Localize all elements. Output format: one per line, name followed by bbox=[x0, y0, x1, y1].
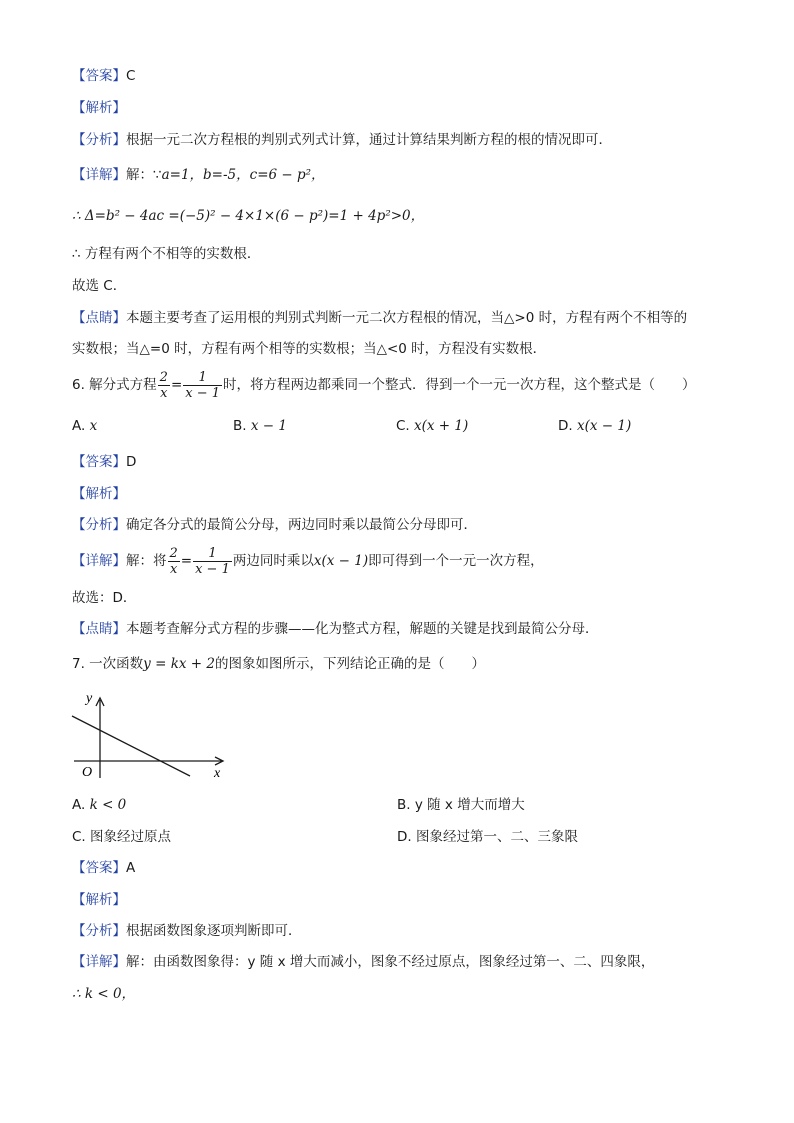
q6-stem bbox=[72, 368, 696, 402]
q6-option-d[interactable]: D. x(x − 1) bbox=[558, 418, 632, 434]
q5-answer-line bbox=[72, 66, 135, 86]
jiexi-tag: 【解析】 bbox=[72, 100, 126, 116]
conclusion-text: ∴ k < 0， bbox=[72, 986, 136, 1002]
q6-stem-prefix: 6. 解分式方程 bbox=[72, 377, 157, 393]
q6-fenxi-line bbox=[72, 515, 477, 535]
q7-stem-suffix: 的图象如图所示，下列结论正确的是（ ） bbox=[214, 656, 485, 672]
fraction-2-over-x: $\frac{2}{x}$ bbox=[169, 545, 178, 577]
xiangjie-tag: 【详解】 bbox=[72, 167, 126, 183]
fenxi-tag: 【分析】 bbox=[72, 517, 126, 533]
q5-dianjing-line1 bbox=[72, 308, 687, 328]
q5-xiangjie-line bbox=[72, 165, 325, 185]
dianjing-text: 本题考查解分式方程的步骤——化为整式方程，解题的关键是找到最简公分母． bbox=[126, 621, 599, 637]
answer-tag: 【答案】 bbox=[72, 454, 126, 470]
xiangjie-text: 解：由函数图象得：y 随 x 增大而减小，图象不经过原点，图象经过第一、二、四象限， bbox=[126, 954, 655, 970]
fenxi-tag: 【分析】 bbox=[72, 923, 126, 939]
answer-value: D bbox=[126, 454, 137, 470]
xiangjie-factor: x(x − 1) bbox=[313, 553, 369, 569]
jiexi-tag: 【解析】 bbox=[72, 892, 126, 908]
q7-option-d[interactable]: D. 图象经过第一、二、三象限 bbox=[397, 829, 578, 845]
xiangjie-suffix: 即可得到一个一元一次方程， bbox=[368, 553, 544, 569]
q5-fenxi-line bbox=[72, 130, 612, 150]
q7-option-c[interactable]: C. 图象经过原点 bbox=[72, 829, 172, 845]
xiangjie-tag: 【详解】 bbox=[72, 954, 126, 970]
q7-jiexi-line bbox=[72, 890, 126, 910]
dianjing-text: 本题主要考查了运用根的判别式判断一元二次方程根的情况，当△>0 时，方程有两个不相等的 bbox=[126, 310, 688, 326]
fenxi-text: 确定各分式的最简公分母，两边同时乘以最简公分母即可． bbox=[126, 517, 477, 533]
answer-value: C bbox=[126, 68, 136, 84]
discriminant-formula: ∴ Δ=b² − 4ac =(−5)² − 4×1×(6 − p²)=1 + 4p²>0， bbox=[72, 208, 425, 224]
q6-option-a[interactable]: A. x bbox=[72, 418, 98, 434]
dianjing-tag: 【点睛】 bbox=[72, 310, 126, 326]
fraction-1-over-x-minus-1: $\frac{1}{x - 1}$ bbox=[195, 545, 230, 577]
equals-sign: = bbox=[170, 377, 183, 393]
x-axis-label: x bbox=[214, 766, 221, 781]
q6-answer-line bbox=[72, 452, 136, 472]
q7-fenxi-line bbox=[72, 921, 302, 941]
fraction-1-over-x-minus-1: $\frac{1}{x - 1}$ bbox=[185, 369, 221, 401]
q5-dianjing-line2: 实数根；当△=0 时，方程有两个相等的实数根；当△<0 时，方程没有实数根． bbox=[72, 341, 547, 357]
fenxi-text: 根据函数图象逐项判断即可． bbox=[126, 923, 302, 939]
equals-sign: = bbox=[180, 553, 193, 569]
q7-conclusion bbox=[72, 984, 135, 1004]
linear-function-graph bbox=[66, 686, 236, 782]
q6-xiangjie-line bbox=[72, 544, 544, 578]
q7-answer-line bbox=[72, 858, 135, 878]
y-axis-label: y bbox=[86, 691, 93, 706]
jiexi-tag: 【解析】 bbox=[72, 486, 126, 502]
fenxi-text: 根据一元二次方程根的判别式列式计算，通过计算结果判断方程的根的情况即可． bbox=[126, 132, 612, 148]
answer-tag: 【答案】 bbox=[72, 860, 126, 876]
q6-choose: 故选：D． bbox=[72, 590, 137, 606]
xiangjie-prefix: 解：将 bbox=[126, 553, 167, 569]
xiangjie-prefix: 解：∵ bbox=[126, 167, 162, 183]
origin-label: O bbox=[82, 765, 93, 780]
q7-option-b[interactable]: B. y 随 x 增大而增大 bbox=[397, 797, 525, 813]
q7-xiangjie-line bbox=[72, 952, 654, 972]
xiangjie-math: a=1，b=-5，c=6 − p²， bbox=[161, 167, 325, 183]
dianjing-tag: 【点睛】 bbox=[72, 621, 126, 637]
q6-option-c[interactable]: C. x(x + 1) bbox=[396, 418, 469, 434]
q6-stem-suffix: 时，将方程两边都乘同一个整式．得到一个一元一次方程，这个整式是（ ） bbox=[223, 377, 696, 393]
answer-tag: 【答案】 bbox=[72, 68, 126, 84]
q6-option-b[interactable]: B. x − 1 bbox=[233, 418, 287, 434]
q7-stem-prefix: 7. 一次函数 bbox=[72, 656, 144, 672]
q5-jiexi-line bbox=[72, 98, 126, 118]
q7-stem bbox=[72, 654, 485, 674]
q5-step2: ∴ 方程有两个不相等的实数根． bbox=[72, 246, 261, 262]
xiangjie-tag: 【详解】 bbox=[72, 553, 126, 569]
q6-jiexi-line bbox=[72, 484, 126, 504]
fenxi-tag: 【分析】 bbox=[72, 132, 126, 148]
answer-value: A bbox=[126, 860, 136, 876]
xiangjie-mid: 两边同时乘以 bbox=[232, 553, 314, 569]
fraction-2-over-x: $\frac{2}{x}$ bbox=[159, 369, 168, 401]
q5-step1 bbox=[72, 206, 424, 226]
q6-dianjing-line bbox=[72, 619, 599, 639]
q5-choose: 故选 C． bbox=[72, 278, 127, 294]
q7-option-a[interactable]: A. k < 0 bbox=[72, 797, 127, 813]
q7-stem-math: y = kx + 2 bbox=[143, 656, 215, 672]
